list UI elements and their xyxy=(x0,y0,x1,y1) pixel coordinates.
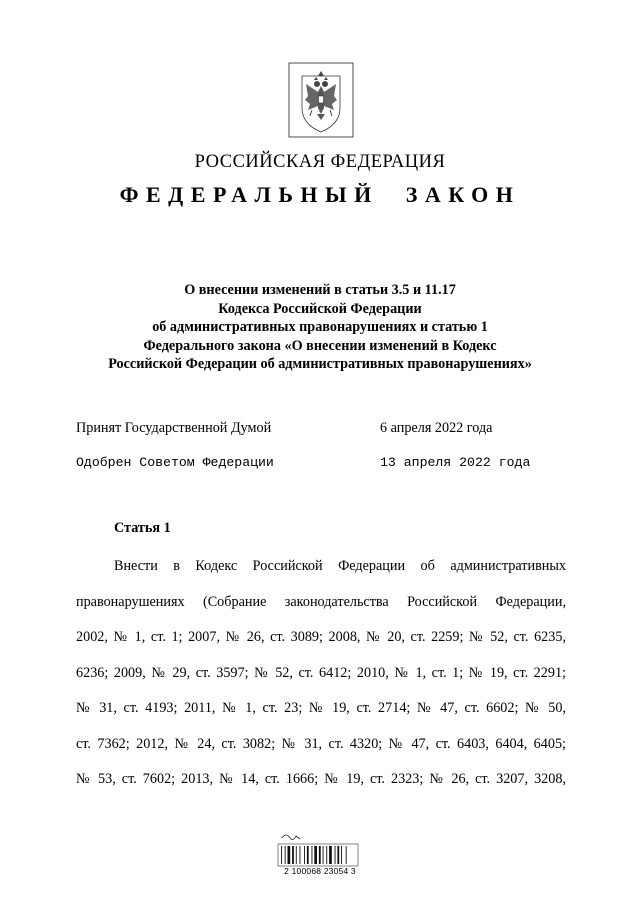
law-title-line: об административных правонарушениях и статью 1 xyxy=(152,319,488,335)
article-body-line: ст. 7362; 2012, № 24, ст. 3082; № 31, ст. 4320; № 47, ст. 6403, 6404, 6405; xyxy=(76,735,566,752)
barcode-bar xyxy=(323,846,324,864)
law-title-line: О внесении изменений в статьи 3.5 и 11.17 xyxy=(184,282,456,298)
barcode-bar xyxy=(304,846,305,864)
article-heading: Статья 1 xyxy=(114,520,171,536)
law-title-line: Кодекса Российской Федерации xyxy=(218,300,422,317)
barcode-bar xyxy=(314,846,317,864)
council-approval-date: 13 апреля 2022 года xyxy=(380,455,531,470)
barcode-bar xyxy=(288,846,291,864)
duma-adoption-label: Принят Государственной Думой xyxy=(76,420,272,436)
law-title-line: Федерального закона «О внесении изменений в Кодекс xyxy=(143,337,497,354)
article-body-line: правонарушениях (Собрание законодательства Российской Федерации, xyxy=(76,593,566,610)
article-body-line: Внести в Кодекс Российской Федерации об административных xyxy=(114,558,566,574)
barcode-bar xyxy=(341,846,342,864)
barcode-bar xyxy=(337,846,339,864)
barcode-bar xyxy=(312,846,313,864)
article-body-line: № 31, ст. 4193; 2011, № 1, ст. 23; № 19, ст. 2714; № 47, ст. 6602; № 50, xyxy=(76,700,566,716)
document-type-heading: ФЕДЕРАЛЬНЫЙ ЗАКОН xyxy=(119,182,521,207)
barcode-bar xyxy=(285,846,286,864)
barcode-bar xyxy=(281,846,282,864)
article-body-line: № 53, ст. 7602; 2013, № 14, ст. 1666; № 19, ст. 2323; № 26, ст. 3207, 3208, xyxy=(76,771,566,787)
council-approval-label: Одобрен Советом Федерации xyxy=(76,455,274,470)
barcode-bar xyxy=(319,846,321,864)
barcode-bar xyxy=(296,846,297,864)
law-title xyxy=(70,281,570,374)
article-body-line: 2002, № 1, ст. 1; 2007, № 26, ст. 3089; 2008, № 20, ст. 2259; № 52, ст. 6235, xyxy=(76,629,566,645)
barcode-bar xyxy=(346,846,347,864)
law-title-line: Российской Федерации об административных правонарушениях» xyxy=(108,356,532,372)
barcode-bar xyxy=(326,846,327,864)
barcode-bar xyxy=(300,846,301,864)
coat-of-arms-emblem xyxy=(288,62,354,138)
article-body-line: 6236; 2009, № 29, ст. 3597; № 52, ст. 6412; 2010, № 1, ст. 1; № 19, ст. 2291; xyxy=(76,664,566,681)
barcode-bar xyxy=(329,846,332,864)
barcode-stamp xyxy=(270,830,390,890)
barcode-number: 2 100068 23054 3 xyxy=(284,866,356,876)
barcode-bar xyxy=(335,846,336,864)
country-name: РОССИЙСКАЯ ФЕДЕРАЦИЯ xyxy=(194,152,446,172)
duma-adoption-date: 6 апреля 2022 года xyxy=(380,420,493,436)
barcode-bar xyxy=(307,846,309,864)
barcode-bar xyxy=(292,846,294,864)
